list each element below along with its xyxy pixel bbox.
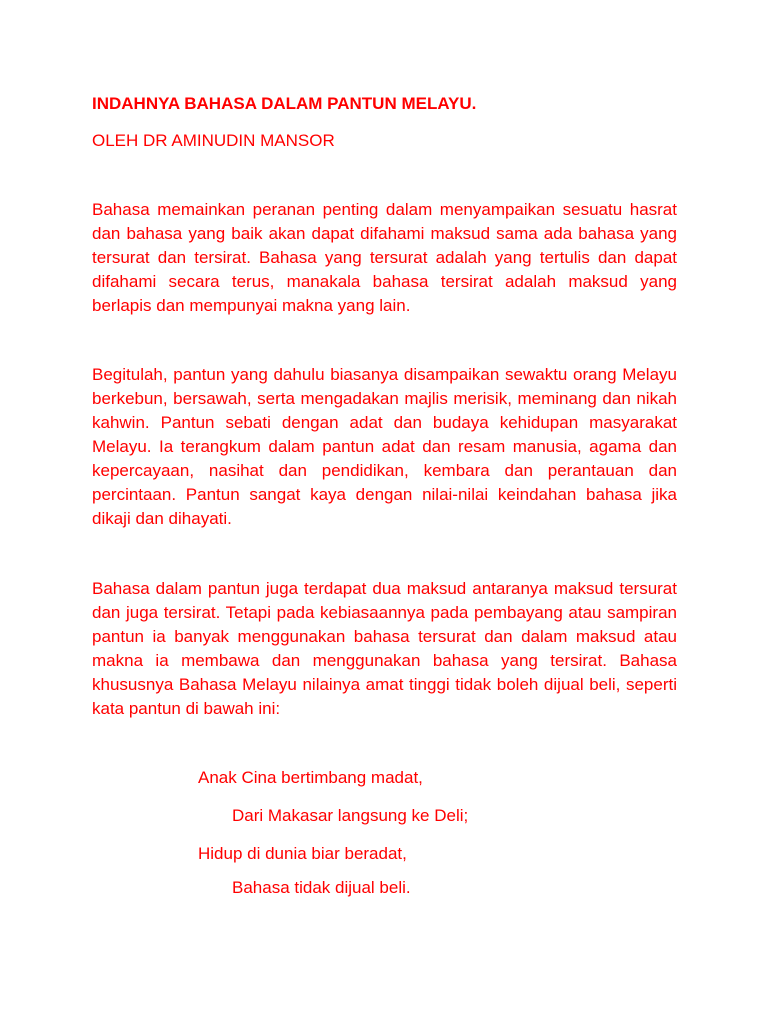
paragraph: Begitulah, pantun yang dahulu biasanya disampaikan sewaktu orang Melayu berkebun, bersawah, serta mengadakan majlis merisik, meminang dan nikah kahwin. Pantun sebati dengan adat dan budaya kehidupan masyarakat Melayu. Ia terangkum dalam pantun adat dan resam manusia, agama dan kepercayaan, nasihat dan pendidikan, kembara dan perantauan dan percintaan. Pantun sangat kaya dengan nilai-nilai keindahan bahasa jika dikaji dan dihayati.	[92, 365, 677, 528]
pantun-line: Anak Cina bertimbang madat,	[198, 768, 423, 787]
pantun-line: Dari Makasar langsung ke Deli;	[232, 806, 469, 825]
pantun-line: Hidup di dunia biar beradat,	[198, 844, 407, 863]
pantun-line: Bahasa tidak dijual beli.	[232, 878, 411, 897]
paragraph: Bahasa dalam pantun juga terdapat dua maksud antaranya maksud tersurat dan juga tersirat. Tetapi pada kebiasaannya pada pembayang atau sampiran pantun ia banyak menggunakan bahasa tersurat dan dalam maksud atau makna ia membawa dan menggunakan bahasa yang tersirat. Bahasa khususnya Bahasa Melayu nilainya amat tinggi tidak boleh dijual beli, seperti kata pantun di bawah ini:	[92, 579, 677, 718]
document-title: INDAHNYA BAHASA DALAM PANTUN MELAYU.	[92, 94, 477, 113]
paragraph: Bahasa memainkan peranan penting dalam menyampaikan sesuatu hasrat dan bahasa yang baik akan dapat difahami maksud sama ada bahasa yang tersurat dan tersirat. Bahasa yang tersurat adalah yang tertulis dan dapat difahami secara terus, manakala bahasa tersirat adalah maksud yang berlapis dan mempunyai makna yang lain.	[92, 200, 677, 315]
author-line: OLEH DR AMINUDIN MANSOR	[92, 131, 335, 150]
